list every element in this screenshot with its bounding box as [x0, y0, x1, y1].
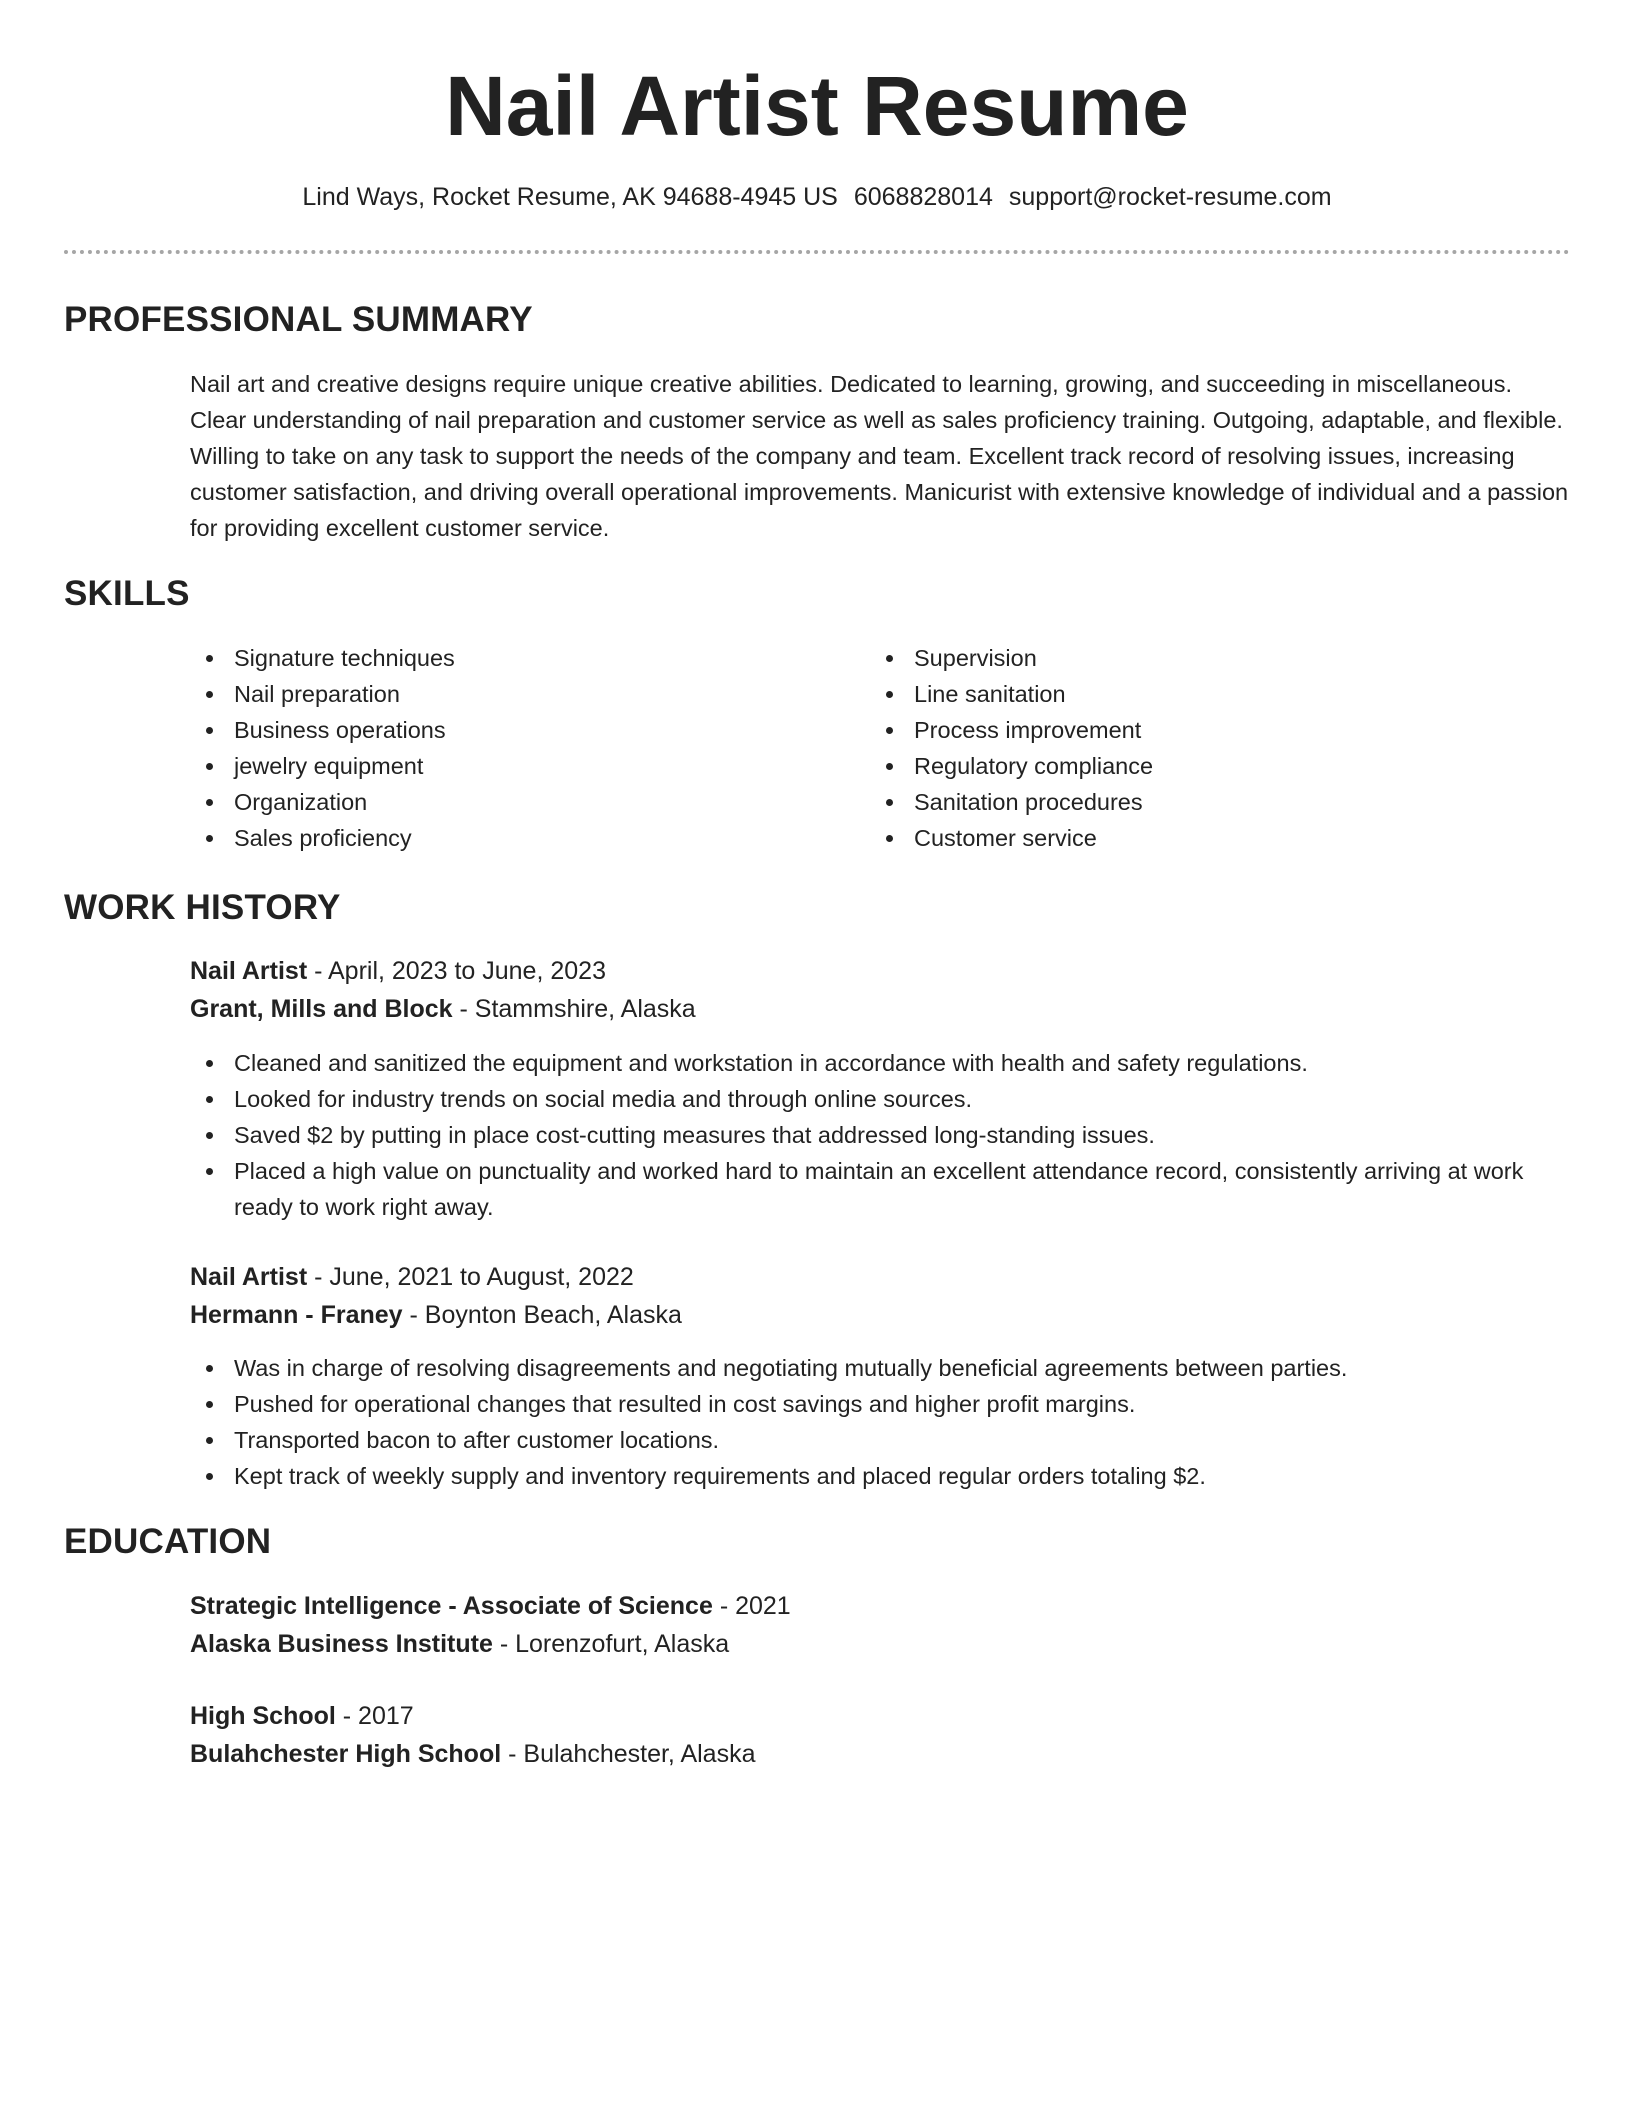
education-year: - 2021 — [712, 1592, 791, 1620]
education-heading: EDUCATION — [64, 1522, 272, 1561]
summary-text: Nail art and creative designs require unique creative abilities. Dedicated to learning, growing, and succeeding in miscellaneous. Clear understanding of nail preparation and customer service as well as sales proficiency training. Outgoing, adaptable, and flexible. Willing to take on any task to support the needs of the company and team. Excellent track record of resolving issues, increasing customer satisfaction, and driving overall operational improvements. Manicurist with extensive knowledge of individual and a passion for providing excellent customer service. — [190, 371, 1569, 541]
job-bullet: Cleaned and sanitized the equipment and workstation in accordance with health and safety regulations. — [190, 1045, 1570, 1081]
skill-item: Sales proficiency — [190, 820, 830, 856]
job-bullets — [190, 1350, 1570, 1494]
skills-heading: SKILLS — [64, 574, 190, 613]
skills-right-column — [870, 640, 1510, 856]
education-year: - 2017 — [335, 1702, 414, 1730]
contact-email: support@rocket-resume.com — [1008, 183, 1332, 211]
job-dates: - April, 2023 to June, 2023 — [307, 957, 606, 985]
education-degree: Strategic Intelligence - Associate of Science — [190, 1592, 713, 1620]
job-bullet: Kept track of weekly supply and inventory requirements and placed regular orders totaling $2. — [190, 1458, 1570, 1494]
job-company-line — [190, 991, 696, 1027]
education-school: Alaska Business Institute — [190, 1630, 493, 1658]
education-degree-line — [190, 1698, 414, 1734]
summary-heading: PROFESSIONAL SUMMARY — [64, 300, 533, 339]
job-bullet: Placed a high value on punctuality and worked hard to maintain an excellent attendance record, consistently arriving at work ready to work right away. — [190, 1153, 1570, 1225]
contact-line — [64, 181, 1570, 213]
education-location: - Bulahchester, Alaska — [501, 1740, 756, 1768]
job-bullet: Saved $2 by putting in place cost-cutting measures that addressed long-standing issues. — [190, 1117, 1570, 1153]
skill-item: Sanitation procedures — [870, 784, 1510, 820]
education-degree-line — [190, 1588, 791, 1624]
job-company-line — [190, 1297, 682, 1333]
education-school-line — [190, 1626, 729, 1662]
job-company: Grant, Mills and Block — [190, 995, 453, 1023]
job-location: - Stammshire, Alaska — [452, 995, 696, 1023]
skill-item: Supervision — [870, 640, 1510, 676]
education-degree: High School — [190, 1702, 336, 1730]
contact-phone: 6068828014 — [853, 183, 993, 211]
skills-left-column — [190, 640, 830, 856]
skill-item: Business operations — [190, 712, 830, 748]
skill-item: Nail preparation — [190, 676, 830, 712]
job-title: Nail Artist — [190, 1263, 308, 1291]
skill-item: Regulatory compliance — [870, 748, 1510, 784]
skill-item: Process improvement — [870, 712, 1510, 748]
job-bullet: Looked for industry trends on social media and through online sources. — [190, 1081, 1570, 1117]
header-divider — [64, 250, 1570, 254]
job-title-line — [190, 1259, 634, 1295]
job-dates: - June, 2021 to August, 2022 — [307, 1263, 634, 1291]
contact-address: Lind Ways, Rocket Resume, AK 94688-4945 US — [302, 183, 838, 211]
job-company: Hermann - Franey — [190, 1301, 403, 1329]
skill-item: Line sanitation — [870, 676, 1510, 712]
skill-item: Organization — [190, 784, 830, 820]
education-location: - Lorenzofurt, Alaska — [492, 1630, 730, 1658]
work-history-heading: WORK HISTORY — [64, 888, 341, 927]
resume-title: Nail Artist Resume — [445, 59, 1189, 153]
education-school: Bulahchester High School — [190, 1740, 502, 1768]
job-bullet: Pushed for operational changes that resulted in cost savings and higher profit margins. — [190, 1386, 1570, 1422]
skill-item: Signature techniques — [190, 640, 830, 676]
job-title: Nail Artist — [190, 957, 308, 985]
skill-item: Customer service — [870, 820, 1510, 856]
job-bullets — [190, 1045, 1570, 1225]
job-bullet: Transported bacon to after customer locations. — [190, 1422, 1570, 1458]
skill-item: jewelry equipment — [190, 748, 830, 784]
job-bullet: Was in charge of resolving disagreements and negotiating mutually beneficial agreements between parties. — [190, 1350, 1570, 1386]
education-school-line — [190, 1736, 755, 1772]
job-title-line — [190, 953, 606, 989]
job-location: - Boynton Beach, Alaska — [402, 1301, 682, 1329]
